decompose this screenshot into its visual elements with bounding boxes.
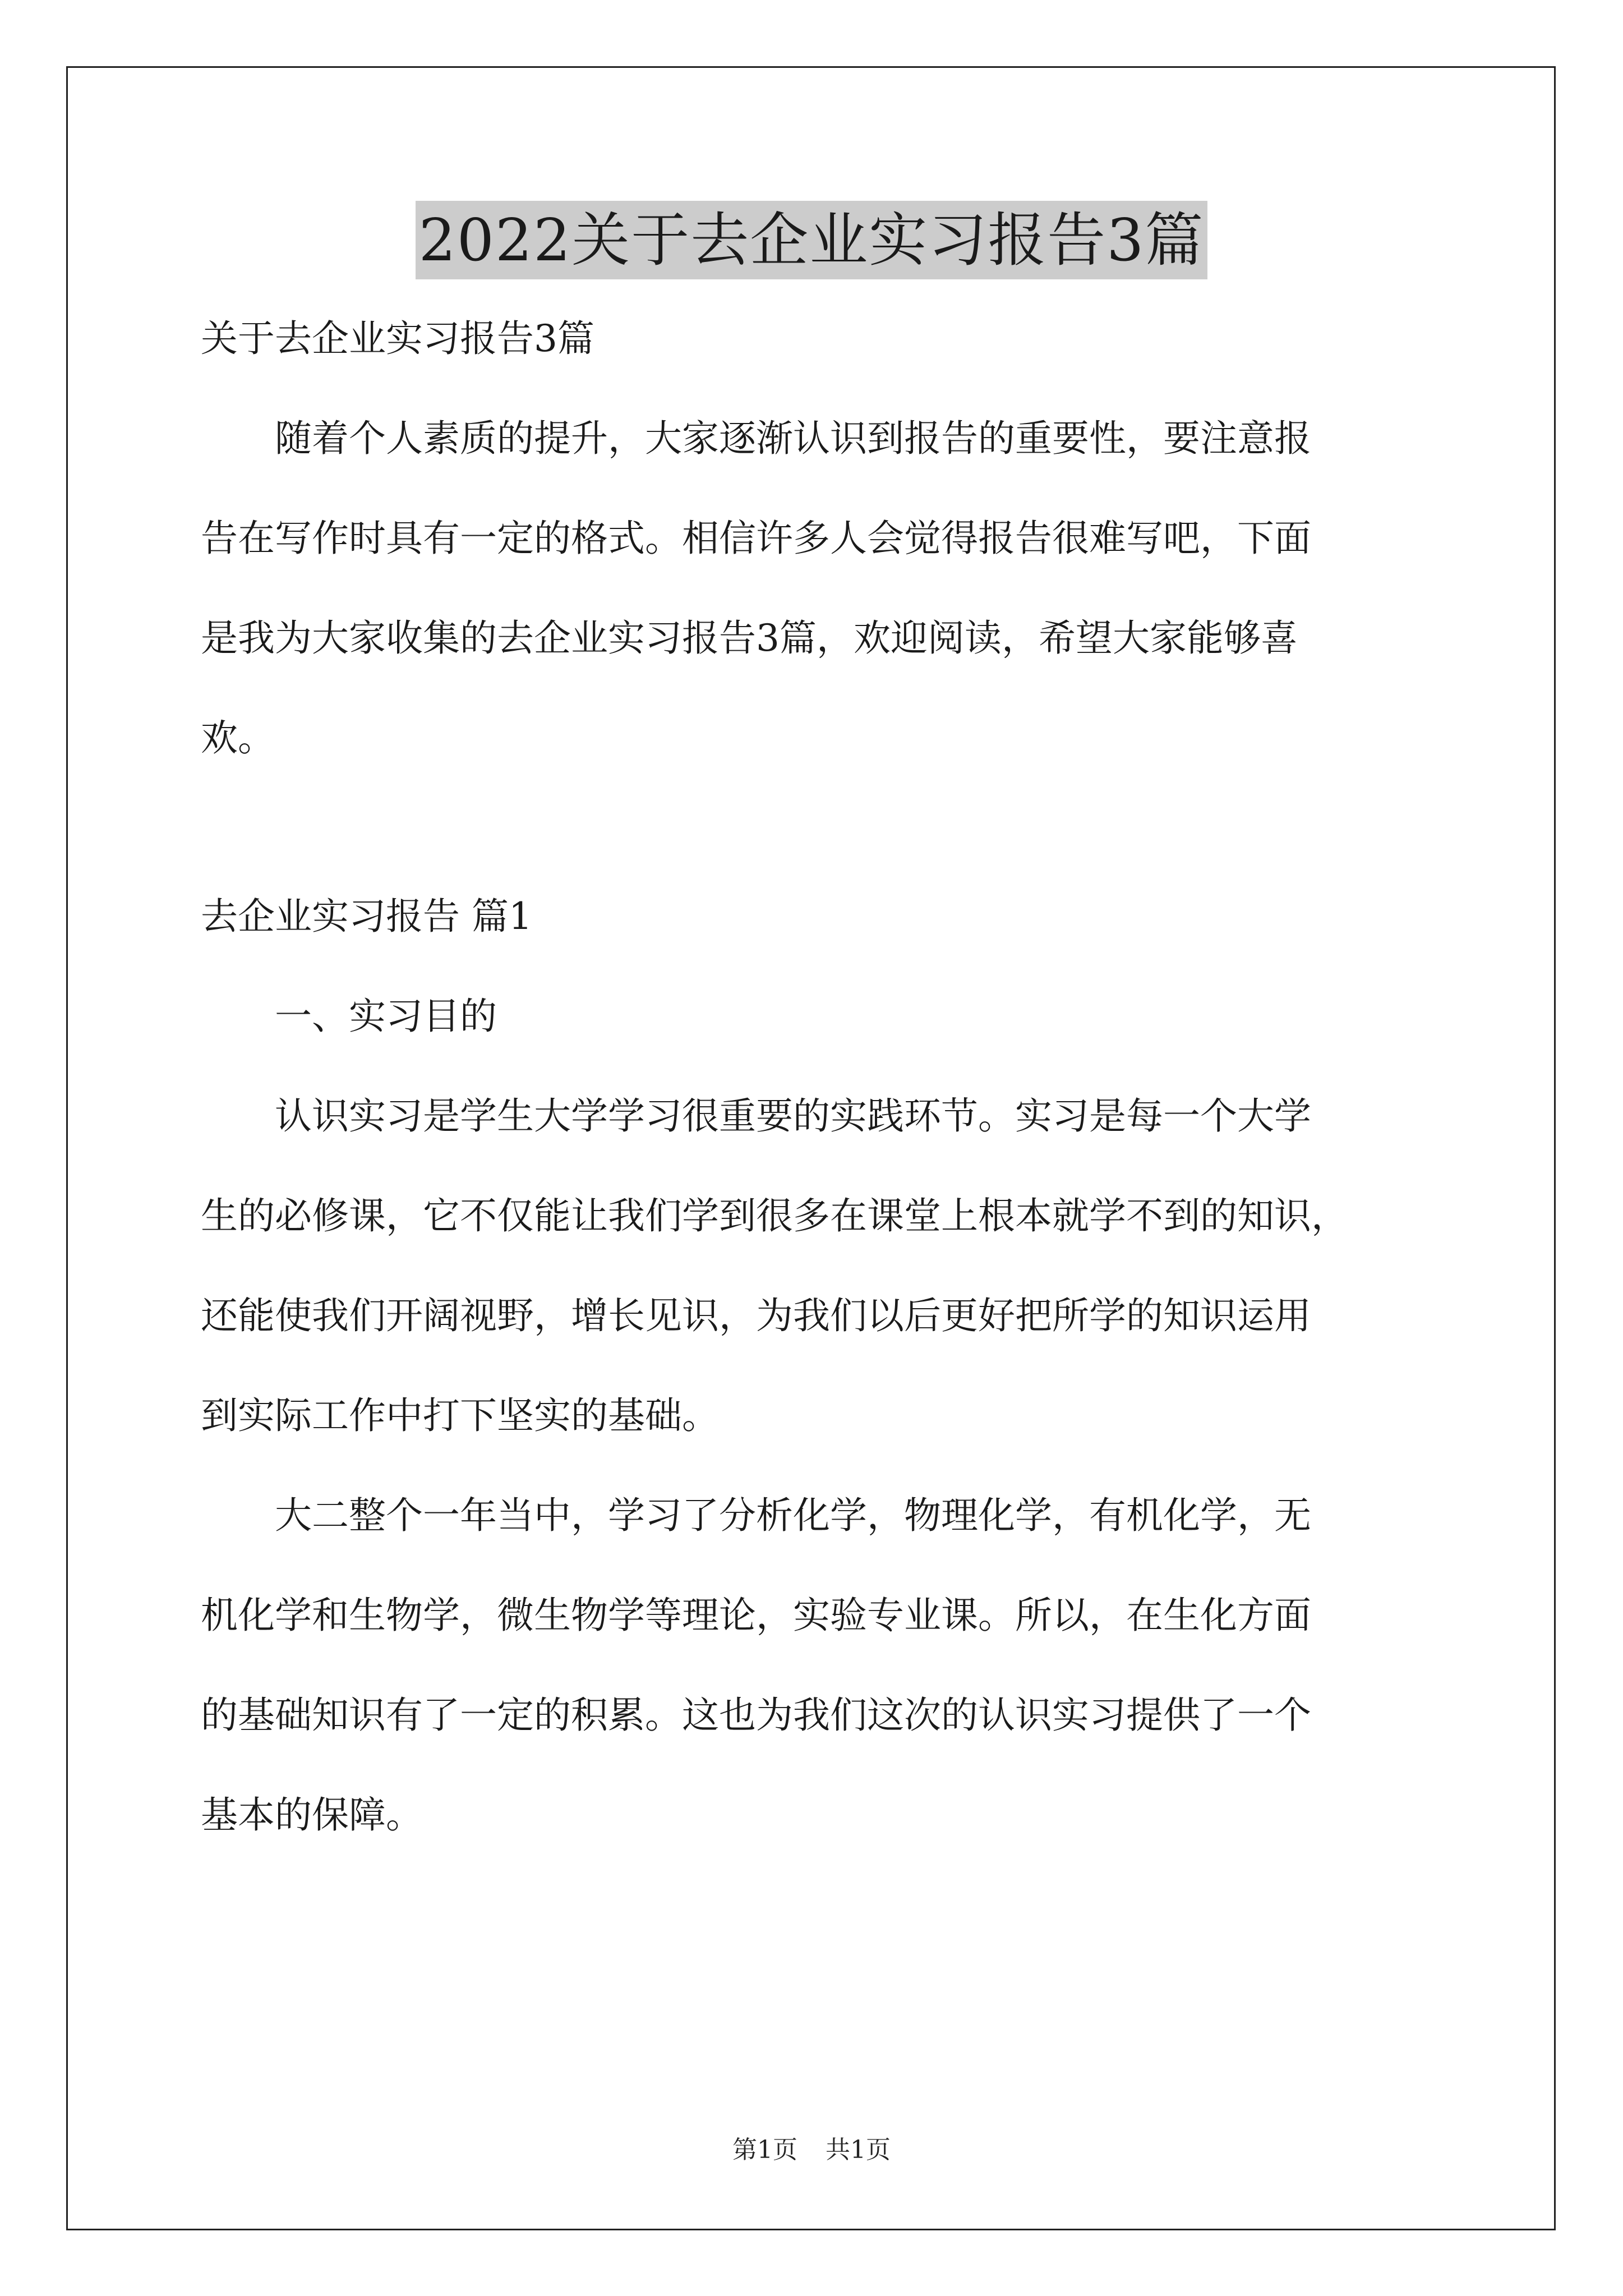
paragraph-line: 到实际工作中打下坚实的基础。 bbox=[201, 1394, 719, 1437]
page-footer bbox=[0, 2129, 1623, 2165]
paragraph-line: 还能使我们开阔视野，增长见识，为我们以后更好把所学的知识运用 bbox=[201, 1294, 1311, 1337]
paragraph-line: 生的必修课，它不仅能让我们学到很多在课堂上根本就学不到的知识， bbox=[201, 1194, 1348, 1237]
intro-line: 告在写作时具有一定的格式。相信许多人会觉得报告很难写吧，下面 bbox=[201, 517, 1311, 560]
paragraph-line: 大二整个一年当中，学习了分析化学，物理化学，有机化学，无 bbox=[275, 1494, 1311, 1537]
page-total: 共1页 bbox=[826, 2136, 891, 2164]
page-number: 第1页 bbox=[732, 2136, 797, 2164]
document-body bbox=[201, 303, 1435, 1879]
intro-line: 是我为大家收集的去企业实习报告3篇，欢迎阅读，希望大家能够喜 bbox=[201, 616, 1298, 660]
intro-line: 欢。 bbox=[201, 716, 275, 760]
intro-line: 随着个人素质的提升，大家逐渐认识到报告的重要性，要注意报 bbox=[275, 417, 1311, 460]
document-title: 2022关于去企业实习报告3篇 bbox=[416, 201, 1208, 279]
document-subtitle: 关于去企业实习报告3篇 bbox=[201, 317, 594, 360]
paragraph-line: 机化学和生物学，微生物学等理论，实验专业课。所以，在生化方面 bbox=[201, 1594, 1311, 1637]
title-container bbox=[0, 201, 1623, 279]
section-heading: 去企业实习报告 篇1 bbox=[201, 895, 532, 938]
sub-heading: 一、实习目的 bbox=[275, 995, 497, 1038]
paragraph-line: 认识实习是学生大学学习很重要的实践环节。实习是每一个大学 bbox=[275, 1094, 1311, 1138]
paragraph-line: 基本的保障。 bbox=[201, 1793, 423, 1837]
paragraph-line: 的基础知识有了一定的积累。这也为我们这次的认识实习提供了一个 bbox=[201, 1694, 1311, 1737]
